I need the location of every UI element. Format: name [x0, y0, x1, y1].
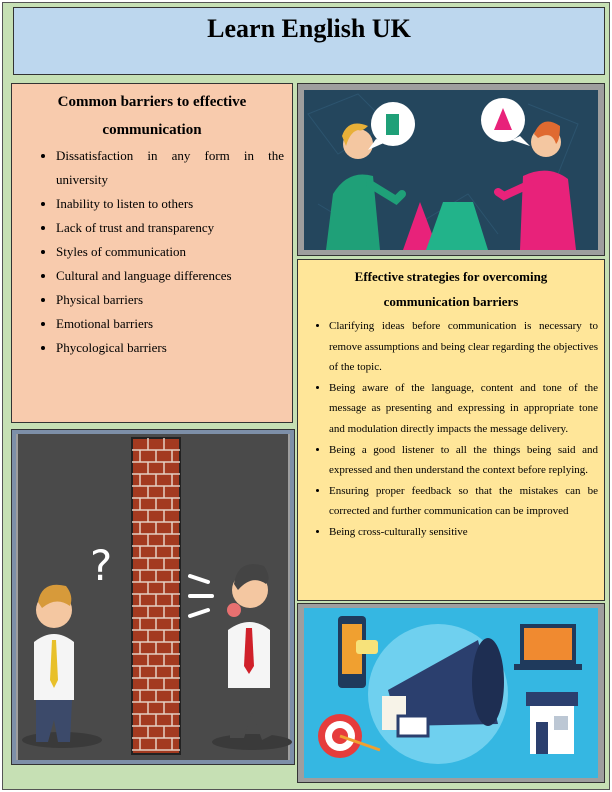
barrier-item: • Lack of trust and transparency: [56, 216, 284, 240]
barrier-item: • Physical barriers: [56, 288, 284, 312]
marketing-illustration: [297, 603, 605, 783]
wall-barrier-image: [12, 430, 294, 764]
barrier-item: • Phycological barriers: [56, 336, 284, 360]
barriers-heading: Common barriers to effective communication: [57, 94, 247, 138]
strategy-item: • Ensuring proper feedback so that the mistakes can be corrected and further communication can be improved: [329, 481, 598, 522]
strategies-panel: [297, 259, 605, 601]
poster-page: [2, 2, 610, 790]
megaphone-image: [298, 604, 604, 782]
barrier-item: • Emotional barriers: [56, 312, 284, 336]
barrier-item: • Dissatisfaction in any form in the university: [56, 144, 284, 192]
strategy-item: • Being cross-culturally sensitive: [329, 522, 598, 543]
barrier-item: • Cultural and language differences: [56, 264, 284, 288]
strategies-list: [298, 316, 604, 543]
strategy-item: • Being a good listener to all the things being said and expressed and then understand the context before replying.: [329, 440, 598, 481]
barrier-item: • Inability to listen to others: [56, 192, 284, 216]
conversation-image: [298, 84, 604, 255]
strategy-item: • Being aware of the language, content and tone of the message as presenting and expressing in appropriate tone and modulation directly impacts the message delivery.: [329, 378, 598, 440]
barriers-list: [12, 144, 292, 360]
page-title: Learn English UK: [207, 14, 411, 43]
barriers-panel: [11, 83, 293, 423]
title-banner: [13, 7, 605, 75]
barrier-item: • Styles of communication: [56, 240, 284, 264]
question-mark: ?: [90, 541, 113, 590]
conversation-illustration: [297, 83, 605, 256]
strategies-heading: Effective strategies for overcoming communication barriers: [354, 269, 548, 309]
strategy-item: • Clarifying ideas before communication is necessary to remove assumptions and being clear regarding the objectives of the topic.: [329, 316, 598, 378]
wall-barrier-illustration: [11, 429, 295, 765]
